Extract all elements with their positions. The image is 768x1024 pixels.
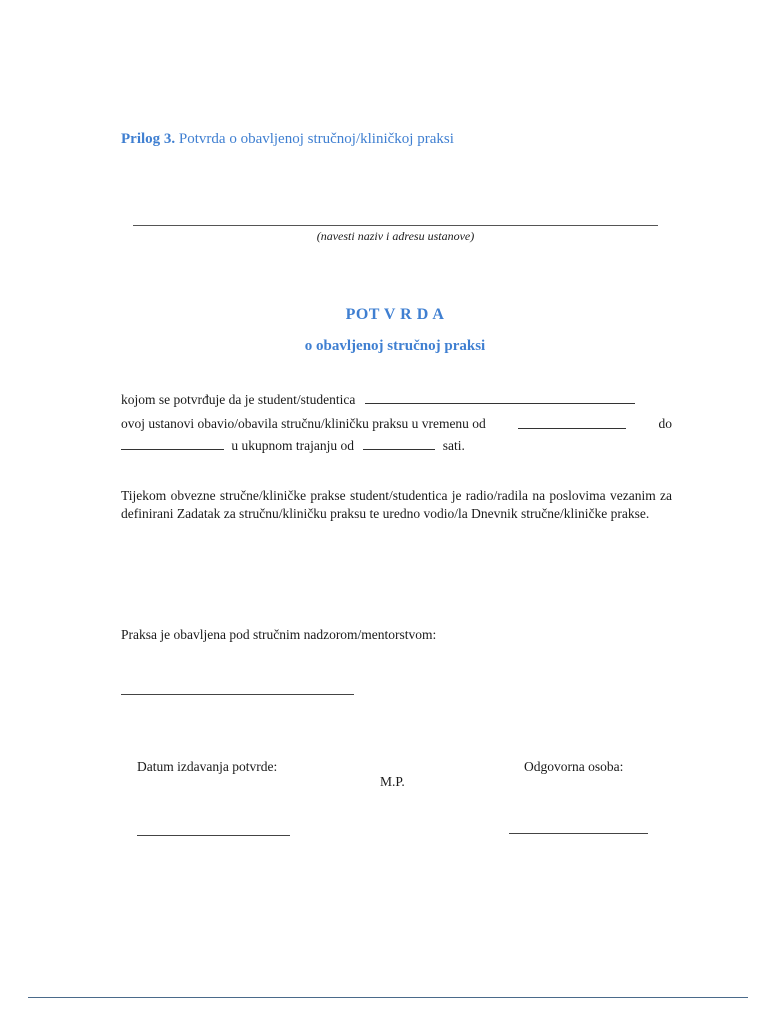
duration-line bbox=[121, 437, 465, 454]
institution-name-line[interactable] bbox=[133, 225, 658, 226]
issue-date-label: Datum izdavanja potvrde: bbox=[137, 759, 278, 774]
responsible-person-label: Odgovorna osoba: bbox=[524, 759, 624, 774]
supervision-label: Praksa je obavljena pod stručnim nadzorom/mentorstvom: bbox=[121, 627, 437, 642]
attachment-heading bbox=[121, 131, 454, 148]
attachment-number: Prilog 3. bbox=[121, 131, 176, 147]
institution-caption: (navesti naziv i adresu ustanove) bbox=[316, 229, 475, 243]
student-line bbox=[121, 391, 635, 408]
issue-date-line[interactable] bbox=[137, 835, 290, 836]
period-from-field[interactable] bbox=[518, 416, 626, 429]
attachment-title: Potvrda o obavljenoj stručnoj/kliničkoj praksi bbox=[178, 131, 454, 147]
period-to-field[interactable] bbox=[121, 437, 224, 450]
period-to-label: do bbox=[658, 416, 672, 431]
stamp-placeholder: M.P. bbox=[380, 774, 405, 789]
period-label: ovoj ustanovi obavio/obavila stručnu/kliničku praksu u vremenu od bbox=[121, 416, 486, 431]
mentor-signature-line[interactable] bbox=[121, 694, 354, 695]
document-title: POT V R D A bbox=[345, 306, 445, 323]
responsible-signature-line[interactable] bbox=[509, 833, 648, 834]
duration-hours-field[interactable] bbox=[363, 437, 435, 450]
practice-description: Tijekom obvezne stručne/kliničke prakse student/studentica je radio/radila na poslovima vezanim za definirani Zadatak za stručnu/kliničku praksu te uredno vodio/la Dnevnik stručne/kliničke prakse. bbox=[121, 488, 672, 521]
document-subtitle: o obavljenoj stručnoj praksi bbox=[304, 338, 486, 354]
footer-divider bbox=[28, 997, 748, 998]
student-name-field[interactable] bbox=[365, 391, 635, 404]
hours-label: sati. bbox=[442, 438, 465, 453]
period-line bbox=[121, 416, 672, 432]
duration-label: u ukupnom trajanju od bbox=[231, 438, 354, 453]
student-label: kojom se potvrđuje da je student/studentica bbox=[121, 392, 356, 407]
